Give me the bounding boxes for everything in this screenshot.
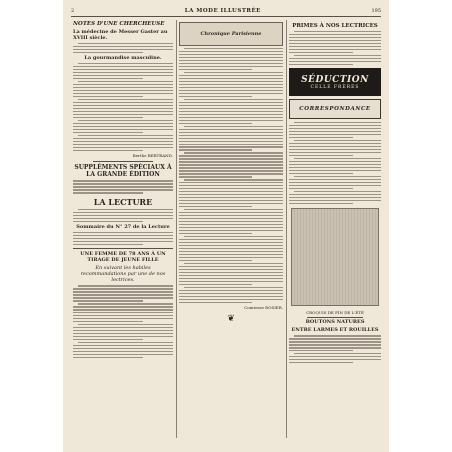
body-text [73,209,173,222]
page-number-top: 195 [371,8,381,14]
section-rule [307,317,362,318]
header-left: 2 [71,8,75,14]
supplements-heading: SUPPLÉMENTS SPÉCIAUX À LA GRANDE ÉDITION [74,164,172,179]
chronique-banner [179,22,283,46]
body-text [289,335,381,363]
advert-subtitle: CELLE FRÈRES [310,84,360,90]
body-text [289,122,381,204]
body-text [289,31,381,65]
bottom-heading: BOUTONS NATURES [305,319,365,326]
correspondance-box [289,99,381,119]
lecture-heading: LA LECTURE [93,196,153,207]
story-subhead: En suivant les habiles recommandations par une de nos lectrices. [80,265,166,284]
column-left [73,20,173,440]
signature: Comtesse ROSIER. [244,304,283,310]
journal-title: LA MODE ILLUSTRÉE [184,8,261,14]
figure-caption: CROQUIS DE FIN DE L'ÉTÉ [306,309,364,315]
bottom-subheading: ENTRE LARMES ET ROUILLES [291,327,379,334]
column-divider [176,20,177,438]
primes-heading: PRIMES À NOS LECTRICES [292,23,378,29]
correspondance-heading: CORRESPONDANCE [299,106,371,113]
section-rule [73,248,173,249]
advert-title: SÉDUCTION [301,74,369,85]
fleuron-ornament-icon: ❦ [227,313,235,324]
section-rule [93,161,153,162]
notes-heading: NOTES D'UNE CHERCHEUSE [73,21,165,27]
sommaire-heading: Sommaire du N° 27 de la Lecture [76,223,170,230]
body-text [73,285,173,358]
illustration-figure [291,208,379,306]
notes-subhead: La médecine de Messer Gaster au XVIII siècle. [73,29,168,41]
body-text [73,63,173,151]
notes-subhead-2: La gourmandise masculine. [84,55,162,62]
running-header [71,6,381,16]
seduction-advert [289,68,381,96]
column-divider [286,20,287,438]
body-text [73,180,173,193]
story-heading: UNE FEMME DE 78 ANS À UN TIRAGE DE JEUNE FILLE [80,251,166,264]
column-middle [179,20,283,440]
signature: Berthe BERTRAND. [132,152,173,158]
body-text [73,232,173,245]
chronique-title: Chronique Parisienne [200,31,262,37]
body-text [73,43,173,53]
header-rule [71,16,381,17]
body-text [179,48,283,303]
document-page [63,0,389,452]
column-right [289,20,381,440]
